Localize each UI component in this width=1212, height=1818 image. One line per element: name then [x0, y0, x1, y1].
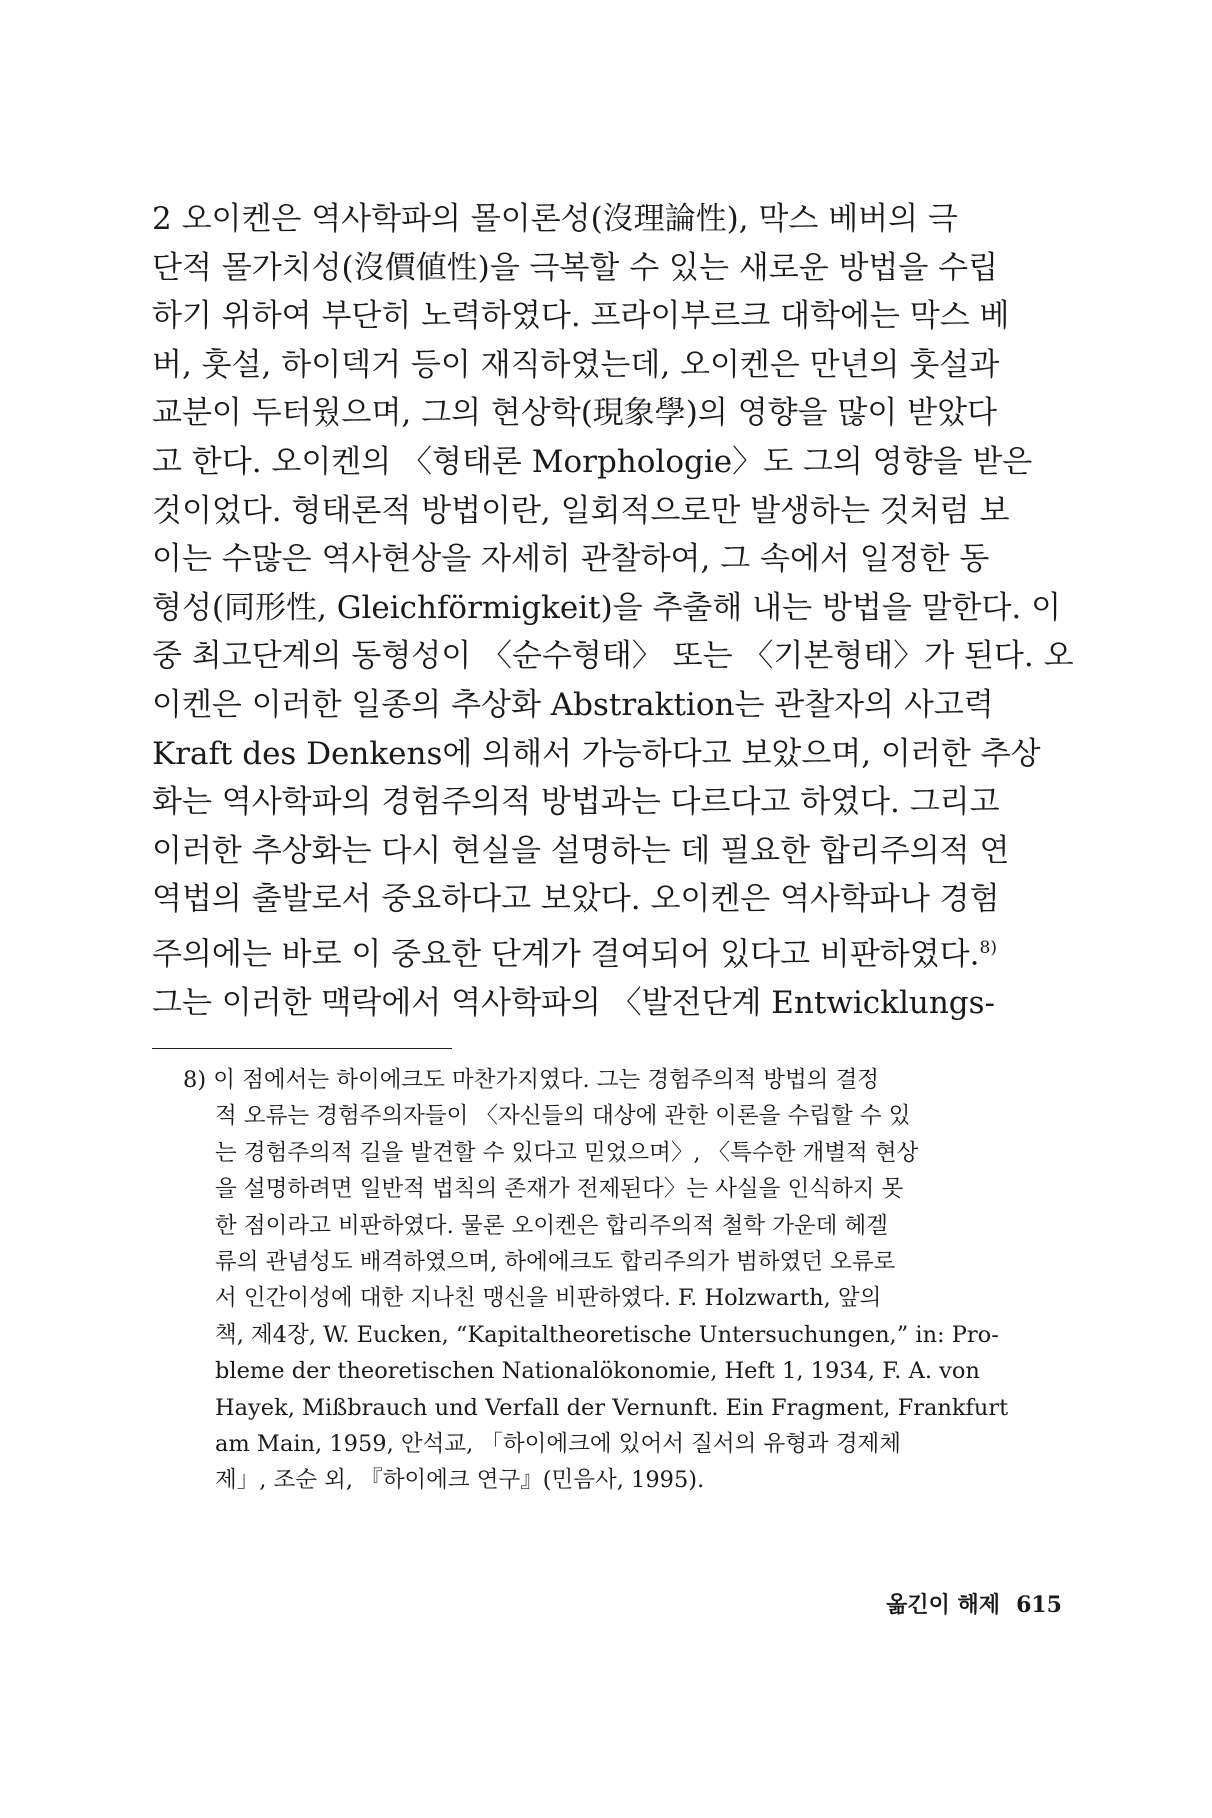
footnote-line: 한 점이라고 비판하였다. 물론 오이켄은 합리주의적 철학 가운데 헤겔	[215, 1212, 888, 1239]
body-line: Kraft des Denkens에 의해서 가능하다고 보았으며, 이러한 추상	[152, 735, 1041, 772]
main-text	[152, 195, 1074, 1027]
running-title: 옮긴이 해제	[886, 1592, 1001, 1618]
body-line: 이켄은 이러한 일종의 추상화 Abstraktion는 관찰자의 사고력	[152, 686, 994, 723]
body-line-with-footnote-ref	[152, 924, 1062, 979]
footnote-line: Hayek, Mißbrauch und Verfall der Vernunft. Ein Fragment, Frankfurt	[215, 1394, 1009, 1421]
page-number: 615	[1016, 1592, 1062, 1618]
body-line: 2 오이켄은 역사학파의 몰이론성(沒理論性), 막스 베버의 극	[152, 201, 958, 237]
footnote-line: 는 경험주의적 길을 발견할 수 있다고 믿었으며〉, 〈특수한 개별적 현상	[215, 1139, 919, 1166]
body-line: 역법의 출발로서 중요하다고 보았다. 오이켄은 역사학파나 경험	[152, 881, 1000, 918]
footnote-line: bleme der theoretischen Nationalökonomie, Heft 1, 1934, F. A. von	[215, 1358, 980, 1385]
running-footer	[886, 1588, 1062, 1619]
body-line: 이는 수많은 역사현상을 자세히 관찰하여, 그 속에서 일정한 동	[152, 541, 990, 578]
footnote-reference: 8)	[979, 937, 997, 958]
footnote-line: 을 설명하려면 일반적 법칙의 존재가 전제된다〉는 사실을 인식하지 못	[215, 1176, 904, 1203]
body-line: 버, 훗설, 하이덱거 등이 재직하였는데, 오이켄은 만년의 훗설과	[152, 346, 1000, 383]
body-line: 교분이 두터웠으며, 그의 현상학(現象學)의 영향을 많이 받았다	[152, 395, 997, 432]
footnote-line: 류의 관념성도 배격하였으며, 하에에크도 합리주의가 범하였던 오류로	[215, 1249, 896, 1276]
footnote-line: 서 인간이성에 대한 지나친 맹신을 비판하였다. F. Holzwarth, 앞의	[215, 1285, 882, 1312]
body-line: 것이었다. 형태론적 방법이란, 일회적으로만 발생하는 것처럼 보	[152, 492, 1010, 529]
footnote-divider	[152, 1048, 452, 1049]
footnote-line: 적 오류는 경험주의자들이 〈자신들의 대상에 관한 이론을 수립할 수 있	[215, 1103, 911, 1130]
body-line-text: 주의에는 바로 이 중요한 단계가 결여되어 있다고 비판하였다.	[152, 936, 980, 973]
footnote-line: 8) 이 점에서는 하이에크도 마찬가지였다. 그는 경험주의적 방법의 결정	[183, 1067, 880, 1093]
footnote-line: 책, 제4장, W. Eucken, “Kapitaltheoretische Untersuchungen,” in: Pro-	[215, 1321, 999, 1348]
body-line: 하기 위하여 부단히 노력하였다. 프라이부르크 대학에는 막스 베	[152, 298, 1010, 335]
body-line: 고 한다. 오이켄의 〈형태론 Morphologie〉도 그의 영향을 받은	[152, 443, 1033, 480]
footnote-line: am Main, 1959, 안석교, 「하이에크에 있어서 질서의 유형과 경제체	[215, 1431, 902, 1458]
footnote	[183, 1062, 1063, 1499]
body-line: 형성(同形性, Gleichförmigkeit)을 추출해 내는 방법을 말한다. 이	[152, 589, 1062, 626]
body-line: 중 최고단계의 동형성이 〈순수형태〉 또는 〈기본형태〉가 된다. 오	[152, 638, 1074, 675]
footnote-line: 제」, 조순 외, 『하이에크 연구』(민음사, 1995).	[215, 1467, 705, 1494]
body-line: 단적 몰가치성(沒價値性)을 극복할 수 있는 새로운 방법을 수립	[152, 249, 999, 286]
body-line: 이러한 추상화는 다시 현실을 설명하는 데 필요한 합리주의적 연	[152, 832, 1010, 869]
body-line: 그는 이러한 맥락에서 역사학파의 〈발전단계 Entwicklungs-	[152, 984, 996, 1021]
body-line: 화는 역사학파의 경험주의적 방법과는 다르다고 하였다. 그리고	[152, 784, 1000, 821]
